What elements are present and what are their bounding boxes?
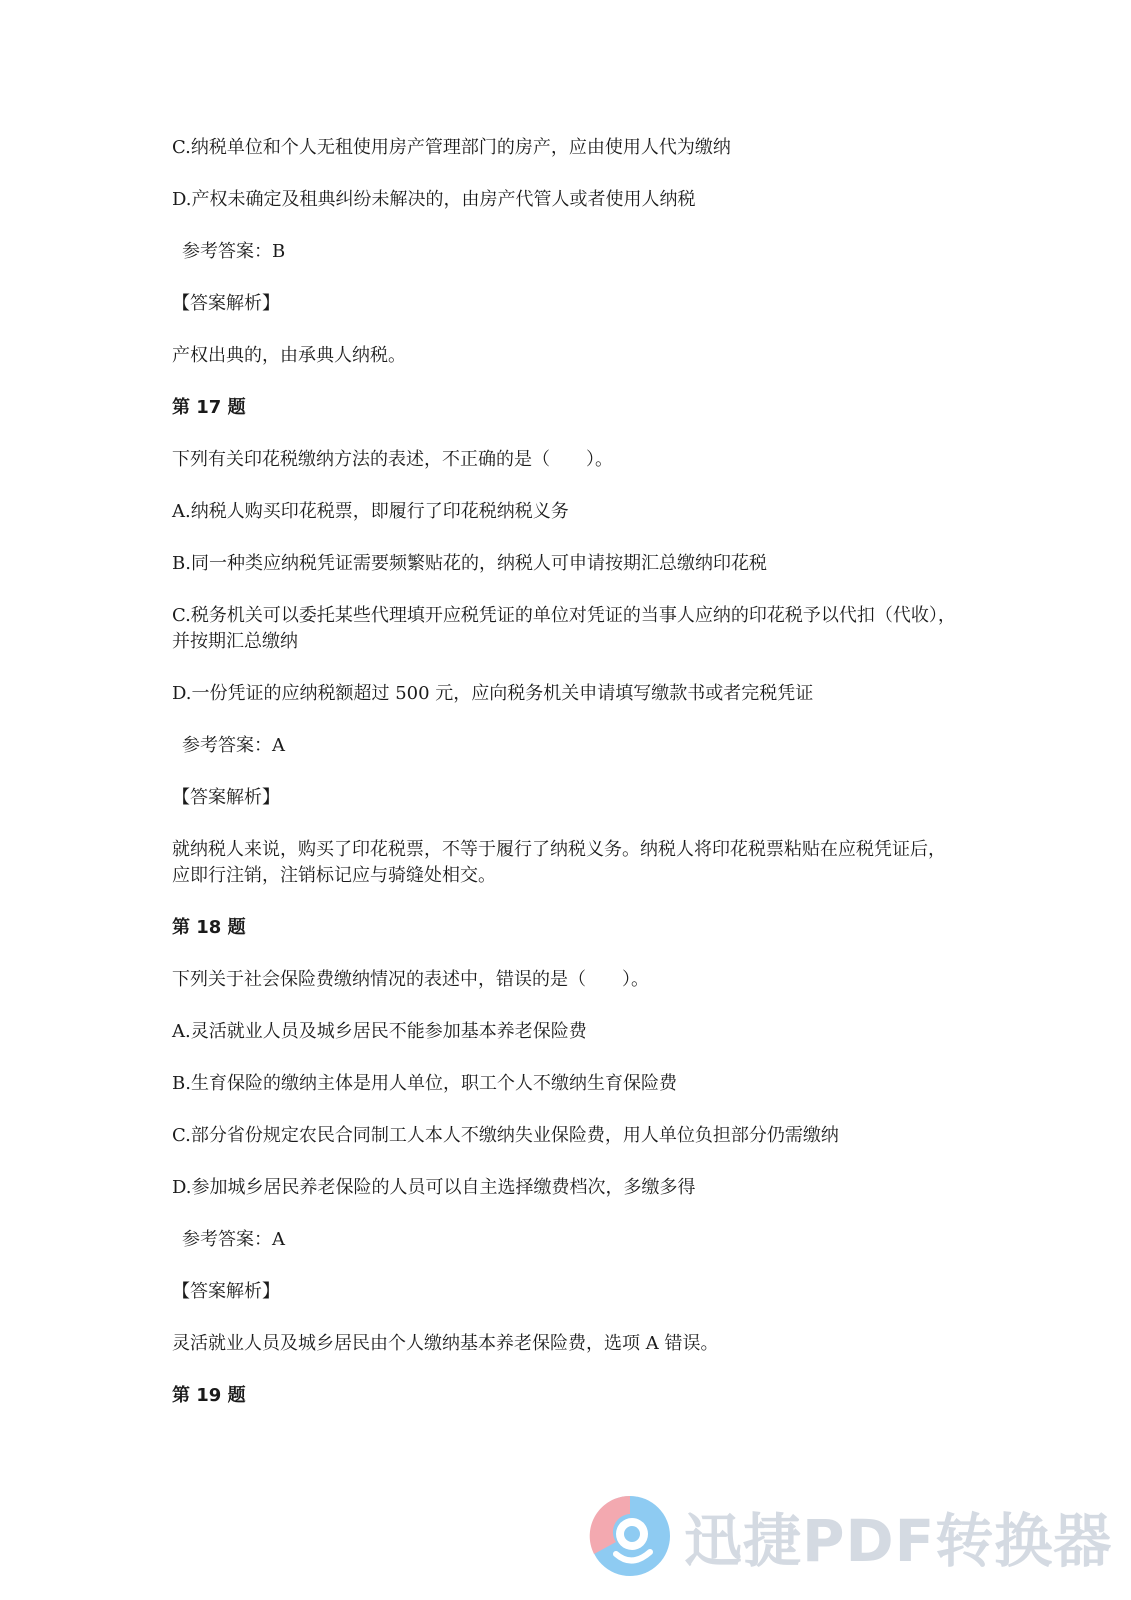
answer-line: 参考答案：B bbox=[182, 241, 286, 262]
analysis-text: 就纳税人来说，购买了印花税票，不等于履行了纳税义务。纳税人将印花税票粘贴在应税凭证后，应即行注销，注销标记应与骑缝处相交。 bbox=[172, 839, 946, 886]
option-line: C.纳税单位和个人无租使用房产管理部门的房产，应由使用人代为缴纳 bbox=[172, 137, 731, 158]
option-line: C.税务机关可以委托某些代理填开应税凭证的单位对凭证的当事人应纳的印花税予以代扣（代收），并按期汇总缴纳 bbox=[172, 605, 956, 652]
option-line: D.产权未确定及租典纠纷未解决的，由房产代管人或者使用人纳税 bbox=[172, 189, 696, 210]
option-line: B.同一种类应纳税凭证需要频繁贴花的，纳税人可申请按期汇总缴纳印花税 bbox=[172, 553, 767, 574]
question-text: 下列有关印花税缴纳方法的表述，不正确的是（ ）。 bbox=[172, 449, 613, 470]
question-number-heading: 第 19 题 bbox=[172, 1385, 246, 1406]
analysis-heading: 【答案解析】 bbox=[172, 1281, 280, 1302]
question-number-heading: 第 17 题 bbox=[172, 397, 246, 418]
analysis-heading: 【答案解析】 bbox=[172, 787, 280, 808]
option-line: C.部分省份规定农民合同制工人本人不缴纳失业保险费，用人单位负担部分仍需缴纳 bbox=[172, 1125, 839, 1146]
option-line: A.纳税人购买印花税票，即履行了印花税纳税义务 bbox=[172, 501, 569, 522]
xunjie-logo-icon bbox=[586, 1492, 674, 1580]
option-line: A.灵活就业人员及城乡居民不能参加基本养老保险费 bbox=[172, 1021, 587, 1042]
analysis-heading: 【答案解析】 bbox=[172, 293, 280, 314]
watermark-text: 迅捷PDF转换器 bbox=[684, 1507, 1113, 1575]
document-body bbox=[172, 135, 962, 1435]
question-text: 下列关于社会保险费缴纳情况的表述中，错误的是（ ）。 bbox=[172, 969, 649, 990]
option-line: D.参加城乡居民养老保险的人员可以自主选择缴费档次，多缴多得 bbox=[172, 1177, 696, 1198]
option-line: B.生育保险的缴纳主体是用人单位，职工个人不缴纳生育保险费 bbox=[172, 1073, 677, 1094]
question-number-heading: 第 18 题 bbox=[172, 917, 246, 938]
analysis-text: 产权出典的，由承典人纳税。 bbox=[172, 345, 406, 366]
answer-line: 参考答案：A bbox=[182, 735, 285, 756]
watermark bbox=[586, 1490, 1113, 1582]
option-line: D.一份凭证的应纳税额超过 500 元，应向税务机关申请填写缴款书或者完税凭证 bbox=[172, 683, 814, 704]
analysis-text: 灵活就业人员及城乡居民由个人缴纳基本养老保险费，选项 A 错误。 bbox=[172, 1333, 719, 1354]
answer-line: 参考答案：A bbox=[182, 1229, 285, 1250]
